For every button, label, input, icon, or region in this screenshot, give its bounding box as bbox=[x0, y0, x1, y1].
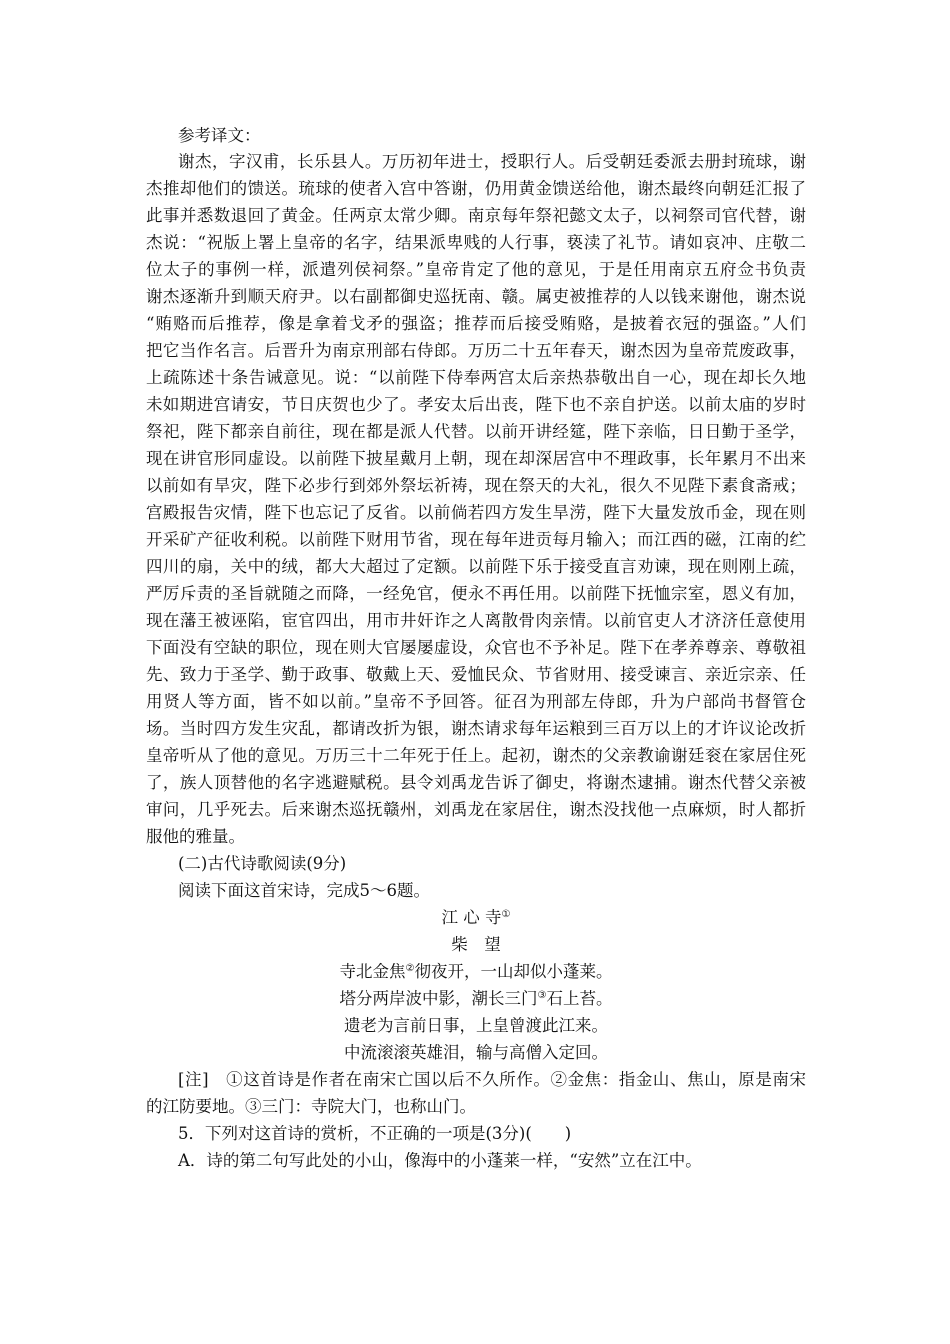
note-line: [注] ①这首诗是作者在南宋亡国以后不久所作。②金焦：指金山、焦山，原是南宋 bbox=[178, 1070, 806, 1089]
instruction: 阅读下面这首宋诗，完成5～6题。 bbox=[178, 881, 430, 900]
text-line: 谢杰逐渐升到顺天府尹。以右副都御史巡抚南、赣。属吏被推荐的人以钱来谢他，谢杰说 bbox=[146, 287, 806, 306]
translation-heading: 参考译文： bbox=[178, 126, 261, 145]
option-a: A．诗的第二句写此处的小山，像海中的小蓬莱一样，“安然”立在江中。 bbox=[178, 1151, 702, 1170]
text-line: 位太子的事例一样，派遣列侯祠祭。”皇帝肯定了他的意见，于是任用南京五府佥书负责 bbox=[146, 260, 806, 279]
text-line: 下面没有空缺的职位，现在则大官屡屡虚设，众官也不予补足。陛下在孝养尊亲、尊敬祖 bbox=[146, 638, 806, 657]
poem-line: 寺北金焦②彻夜开，一山却似小蓬莱。 bbox=[339, 962, 613, 981]
text-line: 了，族人顶替他的名字逃避赋税。县令刘禹龙告诉了御史，将谢杰逮捕。谢杰代替父亲被 bbox=[146, 773, 806, 792]
text-line: 现在讲官形同虚设。以前陛下披星戴月上朝，现在却深居宫中不理政事，长年累月不出来 bbox=[146, 449, 806, 468]
question-5: 5．下列对这首诗的赏析，不正确的一项是(3分)( ) bbox=[178, 1124, 572, 1143]
poem-line: 遗老为言前日事，上皇曾渡此江来。 bbox=[344, 1016, 608, 1035]
text-line: 审问，几乎死去。后来谢杰巡抚赣州，刘禹龙在家居住，谢杰没找他一点麻烦，时人都折 bbox=[146, 800, 806, 819]
text-line: 开采矿产征收利税。以前陛下财用节省，现在每年进贡每月输入；而江西的磁，江南的纻 bbox=[146, 530, 806, 549]
footnote-marker: ② bbox=[405, 963, 415, 974]
text-line: 宫殿报告灾情，陛下也忘记了反省。以前倘若四方发生旱涝，陛下大量发放币金，现在则 bbox=[146, 503, 806, 522]
text-line: 此事并悉数退回了黄金。任两京太常少卿。南京每年祭祀懿文太子，以祠祭司官代替，谢 bbox=[146, 206, 806, 225]
footnote-marker: ① bbox=[501, 909, 511, 920]
text-line: 四川的扇，关中的绒，都大大超过了定额。以前陛下乐于接受直言劝谏，现在则刚上疏， bbox=[146, 557, 806, 576]
poem-line: 塔分两岸波中影，潮长三门③石上苔。 bbox=[339, 989, 613, 1008]
poem-author: 柴 望 bbox=[451, 935, 501, 954]
text-line: 杰推却他们的馈送。琉球的使者入宫中答谢，仍用黄金馈送给他，谢杰最终向朝廷汇报了 bbox=[146, 179, 806, 198]
text-line: 上疏陈述十条告诫意见。说：“以前陛下侍奉两宫太后亲热恭敬出自一心，现在却长久地 bbox=[146, 368, 806, 387]
text-line: 服他的雅量。 bbox=[146, 827, 245, 846]
text-line: 祭祀，陛下都亲自前往，现在都是派人代替。以前开讲经筵，陛下亲临，日日勤于圣学， bbox=[146, 422, 806, 441]
text-line: 现在藩王被诬陷，宦官四出，用市井奸诈之人离散骨肉亲情。以前官吏人才济济任意使用 bbox=[146, 611, 806, 630]
text-line: 未如期进宫请安，节日庆贺也少了。孝安太后出丧，陛下也不亲自护送。以前太庙的岁时 bbox=[146, 395, 806, 414]
text-line: 场。当时四方发生灾乱，都请改折为银，谢杰请求每年运粮到三百万以上的才许议论改折 bbox=[146, 719, 806, 738]
note-line: 的江防要地。③三门：寺院大门，也称山门。 bbox=[146, 1097, 476, 1116]
text-line: 杰说：“祝版上署上皇帝的名字，结果派卑贱的人行事，亵渎了礼节。请如哀冲、庄敬二 bbox=[146, 233, 806, 252]
text-line: 谢杰，字汉甫，长乐县人。万历初年进士，授职行人。后受朝廷委派去册封琉球，谢 bbox=[178, 152, 806, 171]
poem-title: 江 心 寺① bbox=[441, 908, 511, 927]
text-line: 把它当作名言。后晋升为南京刑部右侍郎。万历二十五年春天，谢杰因为皇帝荒废政事， bbox=[146, 341, 806, 360]
text-line: 皇帝听从了他的意见。万历三十二年死于任上。起初，谢杰的父亲教谕谢廷衮在家居住死 bbox=[146, 746, 806, 765]
text-line: 严厉斥责的圣旨就随之而降，一经免官，便永不再任用。以前陛下抚恤宗室，恩义有加， bbox=[146, 584, 806, 603]
section-title: (二)古代诗歌阅读(9分) bbox=[178, 854, 347, 873]
text-line: “贿赂而后推荐，像是拿着戈矛的强盗；推荐而后接受贿赂，是披着衣冠的强盗。”人们 bbox=[146, 314, 806, 333]
poem-line: 中流滚滚英雄泪，输与高僧入定回。 bbox=[344, 1043, 608, 1062]
text-line: 先、致力于圣学、勤于政事、敬戴上天、爱恤民众、节省财用、接受谏言、亲近宗亲、任 bbox=[146, 665, 806, 684]
text-line: 用贤人等方面，皆不如以前。”皇帝不予回答。征召为刑部左侍郎，升为户部尚书督管仓 bbox=[146, 692, 806, 711]
text-line: 以前如有旱灾，陛下必步行到郊外祭坛祈祷，现在祭天的大礼，很久不见陛下素食斋戒； bbox=[146, 476, 806, 495]
footnote-marker: ③ bbox=[537, 990, 547, 1001]
